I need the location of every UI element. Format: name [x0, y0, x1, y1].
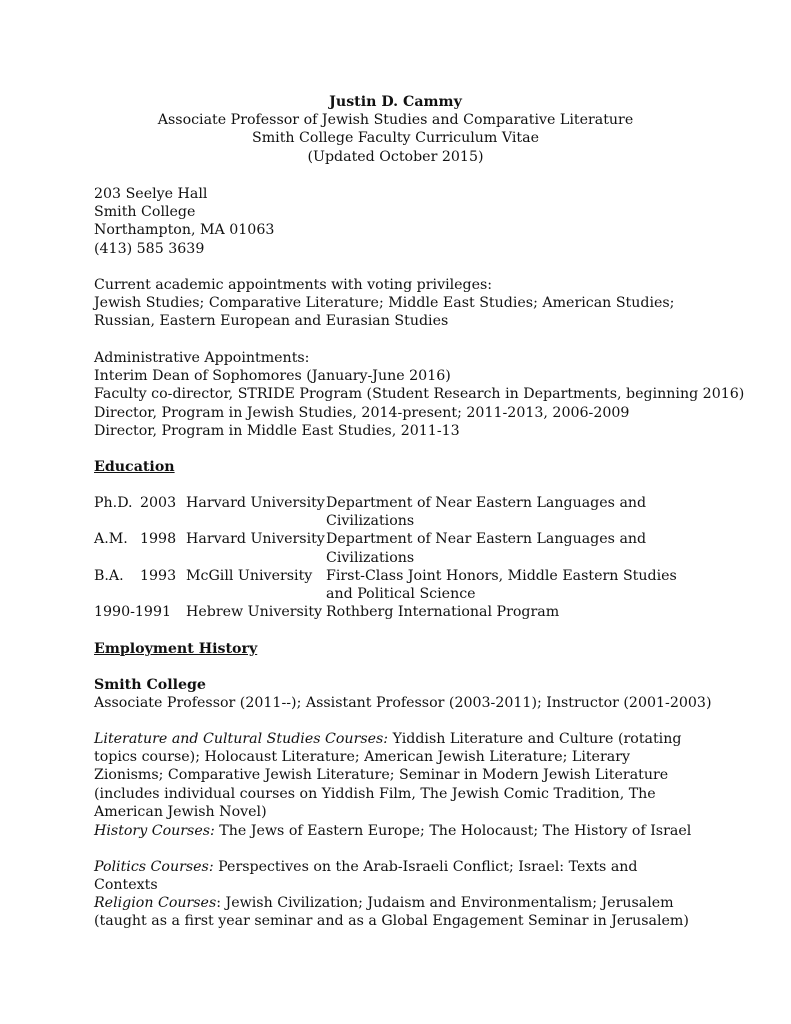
employment-positions: Associate Professor (2011--); Assistant Professor (2003-2011); Instructor (2001-2003)	[94, 695, 712, 712]
course-paragraph	[94, 858, 696, 894]
administrative-block	[94, 349, 745, 440]
education-row	[94, 494, 704, 530]
course-paragraph	[94, 730, 696, 821]
phone-number: (413) 585 3639	[94, 240, 205, 257]
year: 2003	[140, 495, 177, 511]
course-paragraph	[94, 894, 696, 930]
degree: 1990-1991	[94, 604, 172, 621]
education-heading: Education	[94, 459, 175, 475]
course-list: The Jews of Eastern Europe; The Holocaust; The History of Israel	[214, 823, 692, 839]
course-category-label: Literature and Cultural Studies Courses:	[94, 731, 389, 747]
administrative-item: Interim Dean of Sophomores (January-June 2016)	[94, 368, 451, 385]
education-heading-block	[94, 458, 704, 476]
course-list: : Jewish Civilization; Judaism and Environmentalism; Jerusalem (taught as a first year seminar and as a Global Engagement Seminar in Jerusalem)	[94, 895, 689, 930]
administrative-heading: Administrative Appointments:	[94, 350, 310, 366]
education-table	[94, 494, 704, 621]
appointments-heading: Current academic appointments with voting privileges:	[94, 277, 493, 293]
institution: Hebrew University	[186, 604, 323, 621]
address-line: Smith College	[94, 204, 196, 221]
course-category-label: History Courses:	[94, 823, 215, 839]
appointments-text: Jewish Studies; Comparative Literature; Middle East Studies; American Studies; Russian, Eastern European and Eurasian Studies	[94, 295, 675, 330]
education-description: Department of Near Eastern Languages and Civilizations	[326, 531, 647, 566]
education-description: Department of Near Eastern Languages and Civilizations	[326, 495, 647, 530]
employment-heading-block	[94, 640, 704, 658]
course-list: Yiddish Literature and Culture (rotating topics course); Holocaust Literature; American Jewish Literature; Literary Zionisms; Comparative Jewish Literature; Seminar in Modern Jewish Literature (includes individual courses on Yiddish Film, The Jewish Comic Tradition, The American Jewish Novel)	[94, 731, 682, 820]
education-row	[94, 530, 704, 566]
course-category-label: Religion Courses	[94, 895, 217, 911]
year: 1998	[140, 531, 177, 548]
degree: B.A.	[94, 567, 124, 584]
institution: McGill University	[186, 567, 313, 584]
author-name: Justin D. Cammy	[329, 94, 462, 110]
cv-institution: Smith College Faculty Curriculum Vitae	[251, 130, 539, 147]
course-category-label: Politics Courses:	[94, 859, 214, 875]
address-block	[94, 185, 704, 258]
institution: Harvard University	[186, 531, 325, 548]
institution: Harvard University	[186, 495, 325, 511]
education-description: Rothberg International Program	[326, 604, 560, 621]
education-row	[94, 567, 704, 603]
administrative-item: Faculty co-director, STRIDE Program (Student Research in Departments, beginning 2016)	[94, 386, 745, 403]
education-row	[94, 603, 704, 621]
administrative-item: Director, Program in Jewish Studies, 2014-present; 2011-2013, 2006-2009	[94, 404, 630, 421]
course-list: Perspectives on the Arab-Israeli Conflict; Israel: Texts and Contexts	[94, 859, 638, 894]
address-line: 203 Seelye Hall	[94, 186, 208, 202]
education-description: First-Class Joint Honors, Middle Eastern Studies and Political Science	[326, 567, 677, 602]
employer-block	[94, 676, 712, 712]
address-line: Northampton, MA 01063	[94, 222, 275, 239]
year: 1993	[140, 567, 177, 584]
degree: A.M.	[94, 531, 128, 548]
employment-heading: Employment History	[94, 641, 258, 657]
cv-header	[0, 93, 791, 166]
course-paragraph	[94, 822, 696, 840]
author-title: Associate Professor of Jewish Studies and Comparative Literature	[157, 112, 634, 129]
cv-updated-date: (Updated October 2015)	[307, 148, 484, 165]
administrative-item: Director, Program in Middle East Studies, 2011-13	[94, 422, 460, 439]
appointments-block	[94, 276, 694, 331]
degree: Ph.D.	[94, 495, 133, 511]
employer-name: Smith College	[94, 677, 206, 693]
